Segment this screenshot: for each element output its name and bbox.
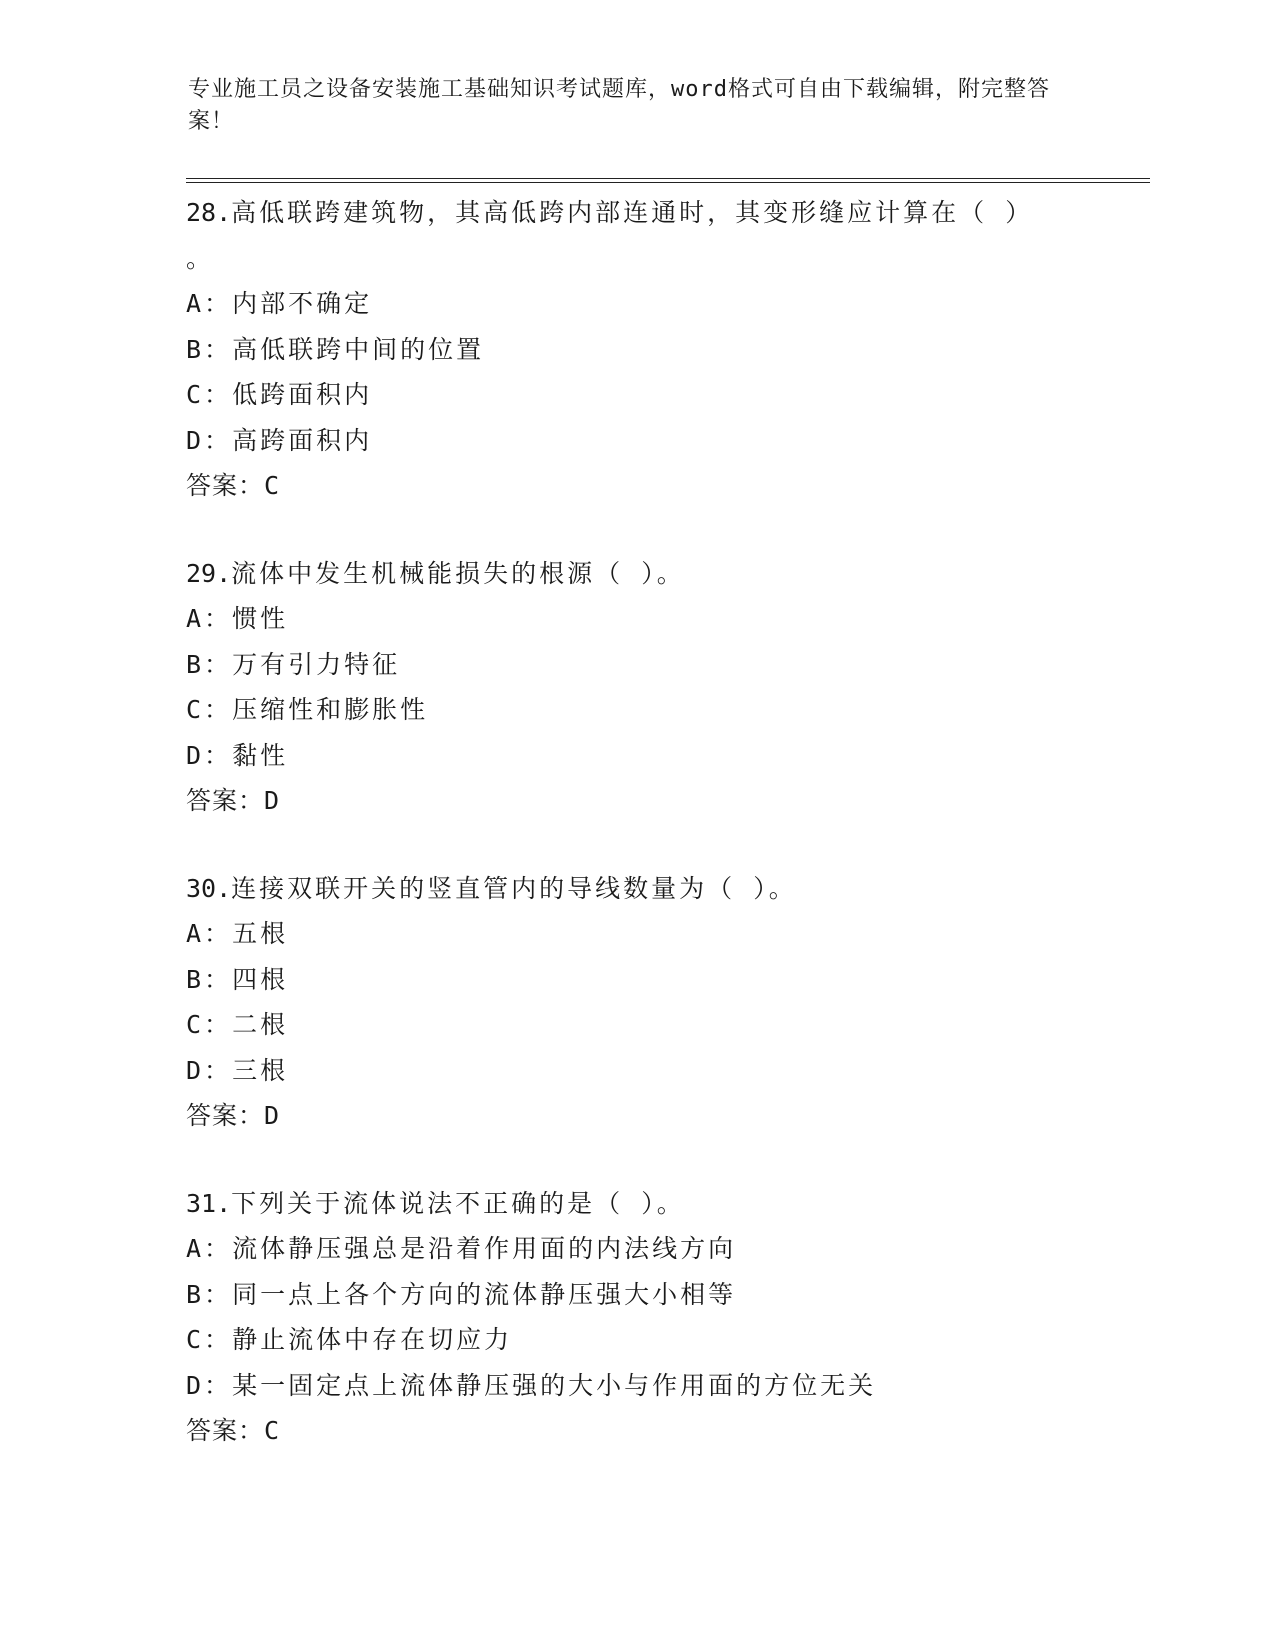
option-a <box>186 911 1146 957</box>
option-a <box>186 281 1146 327</box>
option-b <box>186 957 1146 1003</box>
answer-label: 答案： <box>186 1416 265 1445</box>
option-c <box>186 372 1146 418</box>
option-text: 二根 <box>232 1010 289 1039</box>
option-text: 惯性 <box>232 604 289 633</box>
answer-value: C <box>264 1416 280 1445</box>
option-d <box>186 418 1146 464</box>
option-label: D： <box>186 1055 233 1085</box>
option-c <box>186 687 1146 733</box>
option-text: 静止流体中存在切应力 <box>232 1325 513 1354</box>
question-text: 连接双联开关的竖直管内的导线数量为（ ）。 <box>231 873 797 903</box>
answer-line <box>186 1093 1146 1139</box>
option-d <box>186 1363 1146 1409</box>
option-label: A： <box>186 1234 233 1263</box>
answer-value: C <box>264 471 280 500</box>
answer-label: 答案： <box>186 471 265 500</box>
option-label: A： <box>186 919 233 948</box>
question-number: 29. <box>186 558 232 588</box>
option-a <box>186 1226 1146 1272</box>
question-number: 28. <box>186 198 232 227</box>
answer-label: 答案： <box>186 786 265 815</box>
answer-value: D <box>264 1101 280 1130</box>
answer-label: 答案： <box>186 1101 265 1130</box>
option-text: 五根 <box>232 919 289 948</box>
option-c <box>186 1317 1146 1363</box>
option-text: 黏性 <box>232 740 289 770</box>
document-header: 专业施工员之设备安装施工基础知识考试题库，word格式可自由下载编辑，附完整答案！ <box>188 77 1050 134</box>
option-label: A： <box>186 289 233 318</box>
answer-value: D <box>264 786 280 815</box>
question-text: 流体中发生机械能损失的根源（ ）。 <box>231 558 685 588</box>
option-label: B： <box>186 964 233 994</box>
question-text: 下列关于流体说法不正确的是（ ）。 <box>231 1188 685 1218</box>
option-label: B： <box>186 334 233 364</box>
option-label: B： <box>186 649 233 679</box>
option-text: 压缩性和膨胀性 <box>232 695 429 724</box>
option-text: 同一点上各个方向的流体静压强大小相等 <box>232 1279 737 1309</box>
option-text: 三根 <box>232 1055 289 1085</box>
option-text: 高跨面积内 <box>232 425 373 455</box>
option-label: D： <box>186 740 233 770</box>
option-label: C： <box>186 1325 233 1354</box>
answer-line <box>186 463 1146 509</box>
option-text: 内部不确定 <box>232 289 373 318</box>
question-30 <box>186 866 1146 1139</box>
question-29 <box>186 551 1146 824</box>
option-label: D： <box>186 425 233 455</box>
option-text: 某一固定点上流体静压强的大小与作用面的方位无关 <box>232 1370 877 1400</box>
option-d <box>186 1048 1146 1094</box>
question-stem <box>186 190 1146 236</box>
question-number: 31. <box>186 1188 232 1218</box>
option-label: C： <box>186 695 233 724</box>
option-label: C： <box>186 1010 233 1039</box>
question-number: 30. <box>186 873 232 903</box>
option-a <box>186 596 1146 642</box>
answer-line <box>186 1408 1146 1454</box>
option-text: 低跨面积内 <box>232 380 373 409</box>
option-d <box>186 733 1146 779</box>
option-text: 高低联跨中间的位置 <box>232 334 485 364</box>
question-28 <box>186 190 1146 509</box>
option-b <box>186 1272 1146 1318</box>
option-label: C： <box>186 380 233 409</box>
option-c <box>186 1002 1146 1048</box>
option-label: B： <box>186 1279 233 1309</box>
question-31 <box>186 1181 1146 1454</box>
question-stem <box>186 866 1146 912</box>
header-double-rule <box>186 178 1150 183</box>
option-label: A： <box>186 604 233 633</box>
option-b <box>186 327 1146 373</box>
question-stem <box>186 1181 1146 1227</box>
question-text: 高低联跨建筑物，其高低跨内部连通时，其变形缝应计算在（ ） <box>231 198 1034 227</box>
question-stem <box>186 551 1146 597</box>
option-label: D： <box>186 1370 233 1400</box>
answer-line <box>186 778 1146 824</box>
option-text: 万有引力特征 <box>232 649 401 679</box>
question-list <box>186 190 1146 1496</box>
option-text: 流体静压强总是沿着作用面的内法线方向 <box>232 1234 737 1263</box>
question-stem-tail: 。 <box>186 243 215 273</box>
option-text: 四根 <box>232 964 289 994</box>
option-b <box>186 642 1146 688</box>
